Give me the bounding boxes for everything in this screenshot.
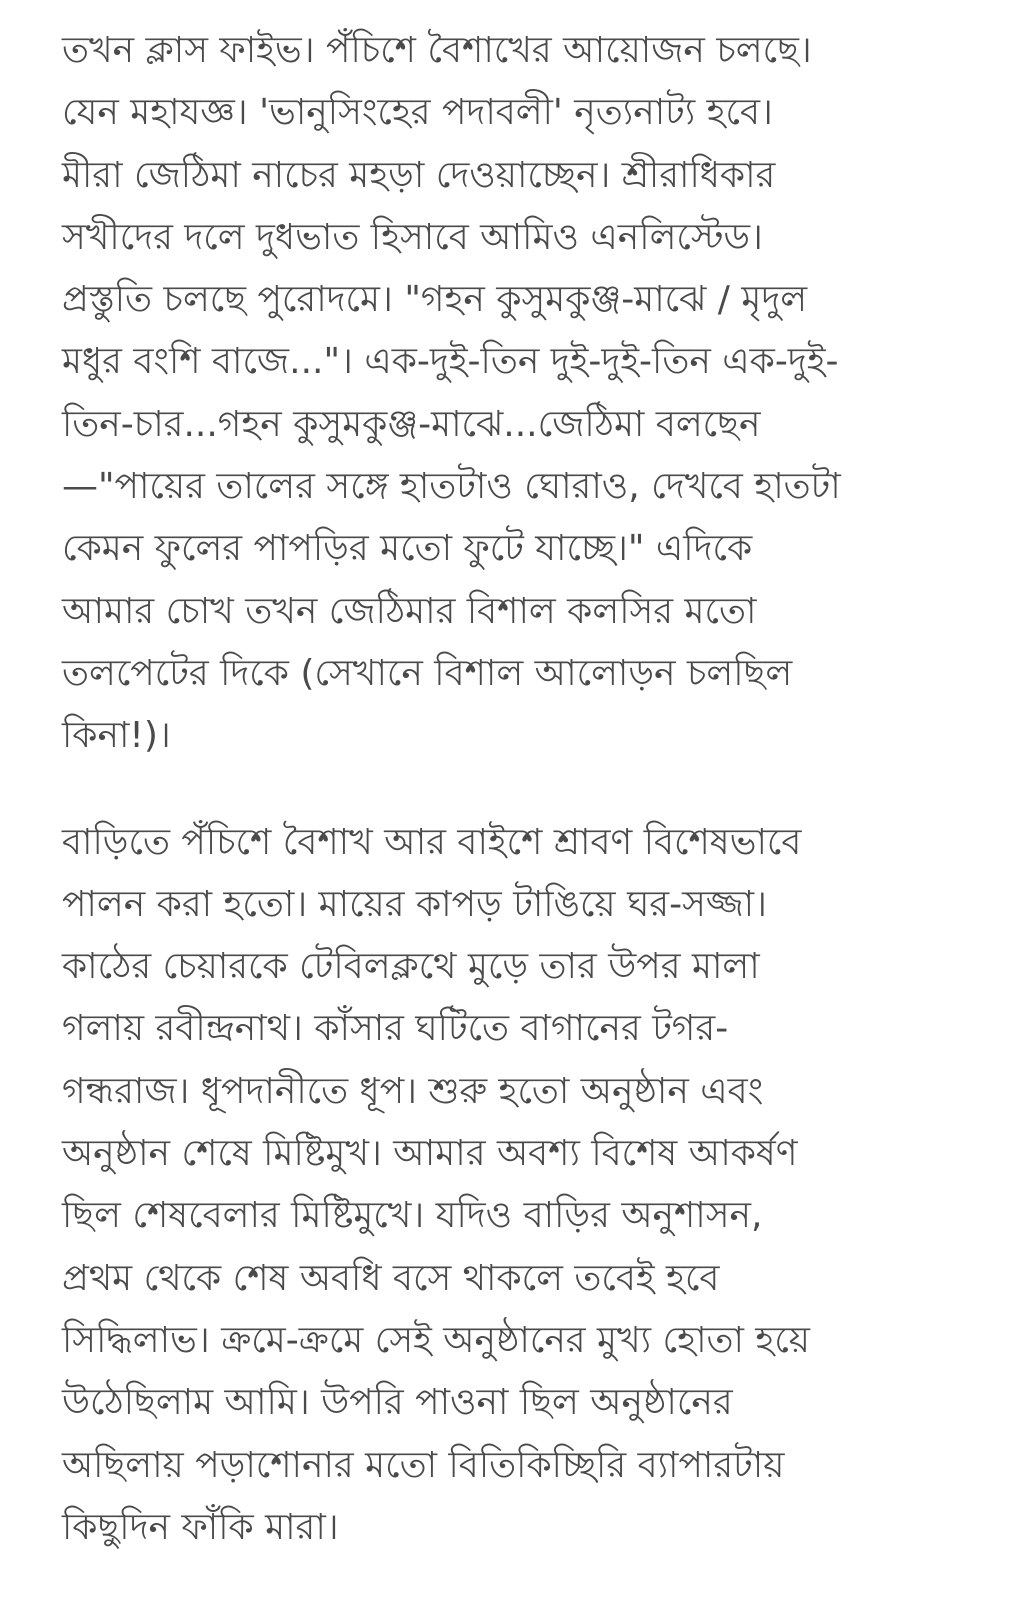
text-line: কিনা!)। [62, 715, 171, 757]
text-line: অনুষ্ঠান শেষে মিষ্টিমুখ। আমার অবশ্য বিশেষ আকর্ষণ [62, 1133, 798, 1175]
text-line: তখন ক্লাস ফাইভ। পঁচিশে বৈশাখের আয়োজন চলছে। [62, 30, 812, 71]
text-line: আমার চোখ তখন জেঠিমার বিশাল কলসির মতো [62, 590, 757, 632]
text-line: পালন করা হতো। মায়ের কাপড় টাঙিয়ে ঘর-সজ্জা। [62, 883, 767, 925]
text-line: বাড়িতে পঁচিশে বৈশাখ আর বাইশে শ্রাবণ বিশেষভাবে [62, 821, 802, 863]
text-line: —"পায়ের তালের সঙ্গে হাতটাও ঘোরাও, দেখবে হাতটা [62, 466, 841, 508]
text-line: মধুর বংশি বাজে..."। এক-দুই-তিন দুই-দুই-তিন এক-দুই- [62, 341, 839, 383]
text-line: তিন-চার...গহন কুসুমকুঞ্জ-মাঝে...জেঠিমা বলছেন [62, 403, 761, 445]
text-line: গন্ধরাজ। ধূপদানীতে ধূপ। শুরু হতো অনুষ্ঠান এবং [62, 1070, 764, 1112]
text-line: প্রস্তুতি চলছে পুরোদমে। "গহন কুসুমকুঞ্জ-মাঝে / মৃদুল [62, 279, 808, 321]
text-line: অছিলায় পড়াশোনার মতো বিতিকিচ্ছিরি ব্যাপারটায় [62, 1444, 785, 1486]
text-line: উঠেছিলাম আমি। উপরি পাওনা ছিল অনুষ্ঠানের [62, 1382, 733, 1424]
paragraph-1 [62, 20, 944, 768]
text-line: তলপেটের দিকে (সেখানে বিশাল আলোড়ন চলছিল [62, 652, 793, 694]
text-line: ছিল শেষবেলার মিষ্টিমুখে। যদিও বাড়ির অনুশাসন, [62, 1195, 763, 1237]
text-line: কাঠের চেয়ারকে টেবিলক্লথে মুড়ে তার উপর মালা [62, 946, 760, 988]
paragraph-2 [62, 812, 944, 1560]
text-line: প্রথম থেকে শেষ অবধি বসে থাকলে তবেই হবে [62, 1257, 720, 1299]
text-line: গলায় রবীন্দ্রনাথ। কাঁসার ঘটিতে বাগানের টগর- [62, 1008, 729, 1050]
text-line: সখীদের দলে দুধভাত হিসাবে আমিও এনলিস্টেড। [62, 216, 763, 258]
text-line: মীরা জেঠিমা নাচের মহড়া দেওয়াচ্ছেন। শ্রীরাধিকার [62, 154, 776, 196]
text-line: সিদ্ধিলাভ। ক্রমে-ক্রমে সেই অনুষ্ঠানের মুখ্য হোতা হয়ে [62, 1319, 811, 1361]
text-line: কিছুদিন ফাঁকি মারা। [62, 1506, 339, 1548]
text-line: কেমন ফুলের পাপড়ির মতো ফুটে যাচ্ছে।" এদিকে [62, 528, 753, 570]
text-line: যেন মহাযজ্ঞ। 'ভানুসিংহের পদাবলী' নৃত্যনাট্য হবে। [62, 92, 773, 134]
